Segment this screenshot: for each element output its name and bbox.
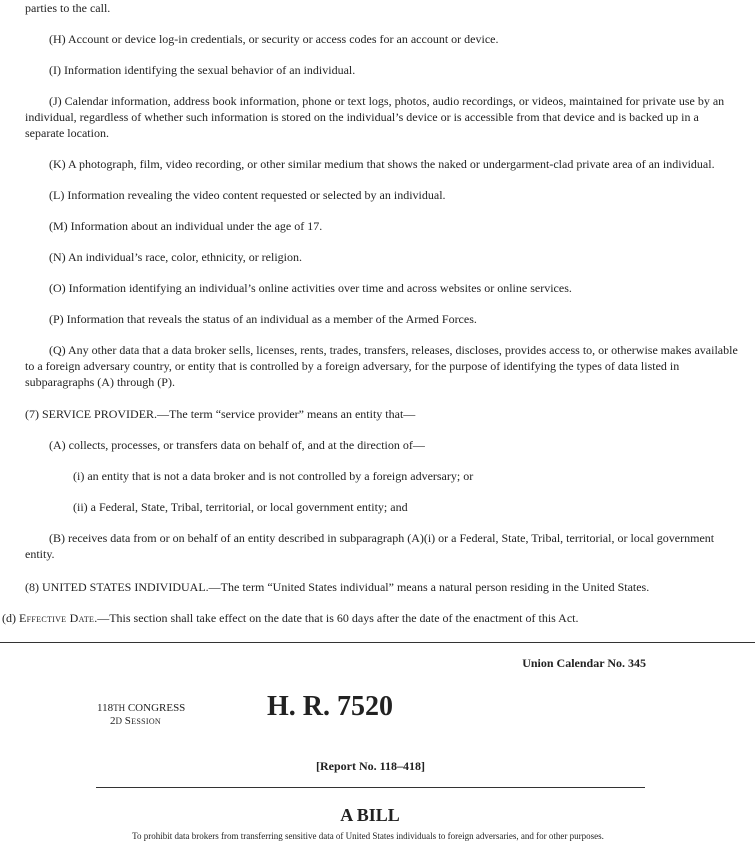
bill-number: H. R. 7520 xyxy=(267,691,393,722)
bill-rule xyxy=(96,787,645,788)
effective-date-prefix: (d) xyxy=(2,611,19,625)
service-provider-a-ii: (ii) a Federal, State, Tribal, territorial, or local government entity; and xyxy=(73,500,408,514)
bill-purpose: To prohibit data brokers from transferring sensitive data of United States individuals to foreign adversaries, and for other purposes. xyxy=(132,831,604,841)
session-line xyxy=(110,715,161,728)
item-l: (L) Information revealing the video content requested or selected by an individual. xyxy=(49,188,446,202)
congress-suffix: TH xyxy=(113,703,126,713)
session-word: Session xyxy=(124,715,161,727)
service-provider-b: (B) receives data from or on behalf of an entity described in subparagraph (A)(i) or a Federal, State, Tribal, territorial, or local government entity. xyxy=(25,531,715,561)
service-provider-a: (A) collects, processes, or transfers data on behalf of, and at the direction of— xyxy=(49,438,425,452)
effective-date-section xyxy=(2,610,741,626)
union-calendar: Union Calendar No. 345 xyxy=(522,656,646,670)
item-o: (O) Information identifying an individual’s online activities over time and across websites or online services. xyxy=(49,281,572,295)
service-provider-a-i: (i) an entity that is not a data broker and is not controlled by a foreign adversary; or xyxy=(73,469,474,483)
congress-line xyxy=(97,702,185,715)
bill-label: A BILL xyxy=(340,805,400,825)
congress-number: 118 xyxy=(97,702,114,714)
effective-date-text: .—This section shall take effect on the date that is 60 days after the date of the enactment of this Act. xyxy=(94,611,579,625)
item-q: (Q) Any other data that a data broker sells, licenses, rents, trades, transfers, releases, discloses, provides access to, or otherwise makes available to a foreign adversary country, or entity that is controlled by a foreign adversary, for the purpose of identifying the types of data listed in subparagraphs (A) through (P). xyxy=(25,343,738,389)
cover-divider xyxy=(0,642,755,643)
congress-word: CONGRESS xyxy=(127,702,186,714)
us-individual-definition: (8) UNITED STATES INDIVIDUAL.—The term “United States individual” means a natural person residing in the United States. xyxy=(25,580,650,594)
session-suffix: D xyxy=(115,716,122,726)
item-m: (M) Information about an individual under the age of 17. xyxy=(49,219,323,233)
item-j: (J) Calendar information, address book information, phone or text logs, photos, audio recordings, or videos, maintained for private use by an individual, regardless of whether such information is stored on the individual’s device or is accessible from that device and is backed up in a separate location. xyxy=(25,94,725,140)
item-h: (H) Account or device log-in credentials, or security or access codes for an account or device. xyxy=(49,32,499,46)
item-k: (K) A photograph, film, video recording, or other similar medium that shows the naked or undergarment-clad private area of an individual. xyxy=(49,157,715,171)
item-n: (N) An individual’s race, color, ethnicity, or religion. xyxy=(49,250,303,264)
item-i: (I) Information identifying the sexual behavior of an individual. xyxy=(49,63,356,77)
report-number: [Report No. 118–418] xyxy=(316,759,425,773)
service-provider-heading: (7) SERVICE PROVIDER.—The term “service provider” means an entity that— xyxy=(25,407,416,421)
top-fragment: parties to the call. xyxy=(25,1,111,15)
item-p: (P) Information that reveals the status of an individual as a member of the Armed Forces. xyxy=(49,312,477,326)
session-number: 2 xyxy=(110,715,116,727)
effective-date-label: Effective Date xyxy=(19,611,95,625)
